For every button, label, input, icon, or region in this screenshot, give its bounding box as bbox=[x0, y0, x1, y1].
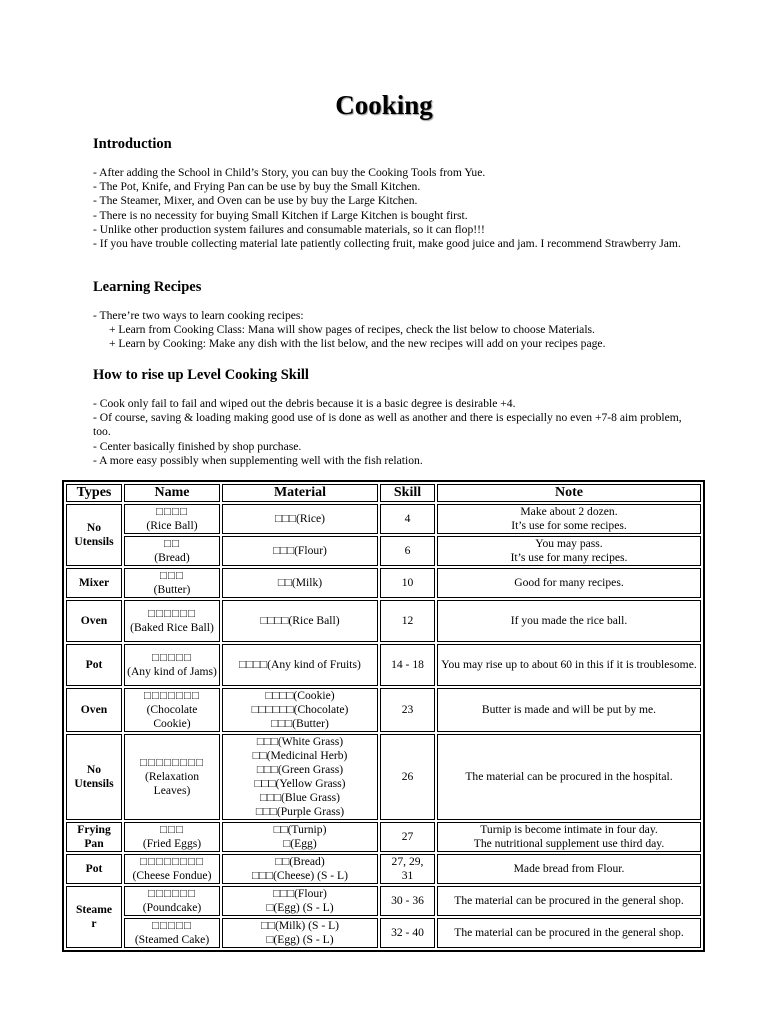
recipes-table bbox=[62, 480, 705, 952]
cell-type: Pot bbox=[66, 854, 122, 884]
cell-note: Good for many recipes. bbox=[437, 568, 701, 598]
cell-skill: 30 - 36 bbox=[380, 886, 435, 916]
cell-note: The material can be procured in the general shop. bbox=[437, 886, 701, 916]
name-english: (Fried Eggs) bbox=[142, 837, 202, 850]
introduction-section bbox=[93, 135, 683, 251]
cell-material bbox=[222, 688, 378, 732]
cell-material bbox=[222, 822, 378, 852]
material-item: □□(Turnip) bbox=[273, 823, 327, 836]
cell-type: Mixer bbox=[66, 568, 122, 598]
levelup-section bbox=[93, 366, 683, 468]
material-item: □(Egg) (S - L) bbox=[266, 901, 334, 914]
introduction-line: - There is no necessity for buying Small Kitchen if Large Kitchen is bought first. bbox=[93, 208, 468, 222]
material-item: □□□□□□(Chocolate) bbox=[251, 703, 349, 716]
material-item: □□□(Yellow Grass) bbox=[254, 777, 346, 790]
levelup-line: - A more easy possibly when supplementing well with the fish relation. bbox=[93, 453, 423, 467]
cell-type: Steame r bbox=[66, 886, 122, 948]
cell-material bbox=[222, 536, 378, 566]
cell-material bbox=[222, 568, 378, 598]
cell-type: Oven bbox=[66, 600, 122, 642]
learning-line: + Learn by Cooking: Make any dish with the list below, and the new recipes will add on your recipes page. bbox=[109, 337, 606, 351]
cell-note: The material can be procured in the general shop. bbox=[437, 918, 701, 948]
material-item: □□□(White Grass) bbox=[256, 735, 344, 748]
cell-skill: 10 bbox=[380, 568, 435, 598]
name-english: (Chocolate Cookie) bbox=[146, 703, 198, 730]
cell-material bbox=[222, 504, 378, 534]
cell-material bbox=[222, 734, 378, 820]
name-original: □□□□ bbox=[155, 505, 188, 518]
cell-note: You may rise up to about 60 in this if it is troublesome. bbox=[437, 644, 701, 686]
name-original: □□□□□ bbox=[151, 919, 192, 932]
material-item: □□□(Rice) bbox=[275, 512, 325, 525]
recipes-table-body bbox=[66, 504, 701, 948]
material-item: □□(Milk) bbox=[277, 576, 323, 589]
material-item: □(Egg) bbox=[283, 837, 317, 850]
table-header-row bbox=[66, 484, 701, 502]
cell-skill: 23 bbox=[380, 688, 435, 732]
name-original: □□□□□□ bbox=[147, 607, 197, 620]
learning-heading: Learning Recipes bbox=[93, 279, 202, 295]
cell-note: Made bread from Flour. bbox=[437, 854, 701, 884]
table-row bbox=[66, 568, 701, 598]
cell-note: Butter is made and will be put by me. bbox=[437, 688, 701, 732]
cell-skill: 6 bbox=[380, 536, 435, 566]
cell-material bbox=[222, 886, 378, 916]
learning-lines bbox=[93, 309, 683, 352]
cell-note: The material can be procured in the hospital. bbox=[437, 734, 701, 820]
cell-skill: 27, 29, 31 bbox=[380, 854, 435, 884]
cell-material bbox=[222, 918, 378, 948]
name-original: □□□ bbox=[159, 823, 184, 836]
cell-type: Frying Pan bbox=[66, 822, 122, 852]
table-row bbox=[66, 734, 701, 820]
cell-name bbox=[124, 536, 220, 566]
cell-type: No Utensils bbox=[66, 504, 122, 566]
cell-note: You may pass. It’s use for many recipes. bbox=[437, 536, 701, 566]
cell-note: If you made the rice ball. bbox=[437, 600, 701, 642]
name-english: (Poundcake) bbox=[142, 901, 202, 914]
cell-skill: 27 bbox=[380, 822, 435, 852]
learning-line: - There’re two ways to learn cooking recipes: bbox=[93, 309, 304, 322]
material-item: □□□(Green Grass) bbox=[256, 763, 344, 776]
header-note: Note bbox=[437, 484, 701, 502]
table-row bbox=[66, 822, 701, 852]
table-row bbox=[66, 504, 701, 534]
cell-skill: 26 bbox=[380, 734, 435, 820]
levelup-line: - Of course, saving & loading making good use of is done as well as another and there is especially no even +7-8 aim problem, too. bbox=[93, 411, 682, 439]
name-english: (Cheese Fondue) bbox=[132, 869, 212, 882]
cell-skill: 32 - 40 bbox=[380, 918, 435, 948]
cell-name bbox=[124, 688, 220, 732]
header-skill: Skill bbox=[380, 484, 435, 502]
introduction-line: - The Pot, Knife, and Frying Pan can be use by buy the Small Kitchen. bbox=[93, 180, 421, 194]
material-item: □□□□(Any kind of Fruits) bbox=[239, 658, 361, 671]
name-original: □□□ bbox=[159, 569, 184, 582]
name-english: (Butter) bbox=[153, 583, 191, 596]
name-english: (Relaxation Leaves) bbox=[144, 770, 200, 797]
name-original: □□□□□□□ bbox=[143, 689, 201, 702]
cell-name bbox=[124, 600, 220, 642]
introduction-heading: Introduction bbox=[93, 136, 172, 152]
header-types: Types bbox=[66, 484, 122, 502]
introduction-line: - Unlike other production system failures and consumable materials, so it can flop!!! bbox=[93, 222, 485, 236]
material-item: □□(Milk) (S - L) bbox=[260, 919, 340, 932]
header-material: Material bbox=[222, 484, 378, 502]
table-row bbox=[66, 536, 701, 566]
cell-name bbox=[124, 568, 220, 598]
cell-skill: 4 bbox=[380, 504, 435, 534]
cell-name bbox=[124, 734, 220, 820]
name-original: □□ bbox=[163, 537, 180, 550]
cell-material bbox=[222, 854, 378, 884]
name-english: (Steamed Cake) bbox=[134, 933, 210, 946]
material-item: □□□(Flour) bbox=[273, 544, 327, 557]
material-item: □(Egg) (S - L) bbox=[266, 933, 334, 946]
cell-material bbox=[222, 644, 378, 686]
cell-material bbox=[222, 600, 378, 642]
cell-name bbox=[124, 886, 220, 916]
learning-section bbox=[93, 278, 683, 352]
material-item: □□□(Cheese) (S - L) bbox=[251, 869, 349, 882]
cell-type: Pot bbox=[66, 644, 122, 686]
name-english: (Baked Rice Ball) bbox=[130, 621, 214, 634]
introduction-line: - The Steamer, Mixer, and Oven can be use by buy the Large Kitchen. bbox=[93, 194, 418, 208]
name-original: □□□□□□□□ bbox=[139, 756, 205, 769]
name-original: □□□□□ bbox=[151, 651, 192, 664]
levelup-lines bbox=[93, 397, 683, 468]
cell-name bbox=[124, 822, 220, 852]
levelup-line: - Center basically finished by shop purchase. bbox=[93, 439, 302, 453]
material-item: □□□(Butter) bbox=[271, 717, 329, 730]
name-english: (Rice Ball) bbox=[146, 519, 198, 532]
cell-name bbox=[124, 644, 220, 686]
table-row bbox=[66, 644, 701, 686]
material-item: □□□(Flour) bbox=[273, 887, 327, 900]
learning-line: + Learn from Cooking Class: Mana will show pages of recipes, check the list below to choose Materials. bbox=[109, 323, 595, 337]
cell-note: Make about 2 dozen. It’s use for some recipes. bbox=[437, 504, 701, 534]
introduction-line: - If you have trouble collecting material late patiently collecting fruit, make good juice and jam. I recommend Strawberry Jam. bbox=[93, 237, 681, 251]
material-item: □□□(Blue Grass) bbox=[260, 791, 340, 804]
levelup-heading: How to rise up Level Cooking Skill bbox=[93, 367, 309, 383]
table-row bbox=[66, 854, 701, 884]
material-item: □□(Bread) bbox=[275, 855, 325, 868]
cell-note: Turnip is become intimate in four day. The nutritional supplement use third day. bbox=[437, 822, 701, 852]
name-original: □□□□□□ bbox=[147, 887, 197, 900]
table-row bbox=[66, 600, 701, 642]
cell-type: Oven bbox=[66, 688, 122, 732]
introduction-lines bbox=[93, 166, 683, 251]
material-item: □□□(Purple Grass) bbox=[255, 805, 345, 818]
levelup-line: - Cook only fail to fail and wiped out the debris because it is a basic degree is desirable +4. bbox=[93, 397, 516, 410]
cell-name bbox=[124, 918, 220, 948]
material-item: □□□□(Rice Ball) bbox=[260, 614, 340, 627]
name-english: (Any kind of Jams) bbox=[127, 665, 217, 678]
name-original: □□□□□□□□ bbox=[139, 855, 205, 868]
cell-name bbox=[124, 854, 220, 884]
material-item: □□(Medicinal Herb) bbox=[252, 749, 348, 762]
table-row bbox=[66, 886, 701, 916]
name-english: (Bread) bbox=[154, 551, 190, 564]
introduction-line: - After adding the School in Child’s Story, you can buy the Cooking Tools from Yue. bbox=[93, 166, 486, 179]
page-title: Cooking bbox=[335, 90, 433, 120]
cell-type: No Utensils bbox=[66, 734, 122, 820]
material-item: □□□□(Cookie) bbox=[265, 689, 335, 702]
cell-skill: 12 bbox=[380, 600, 435, 642]
cell-name bbox=[124, 504, 220, 534]
table-row bbox=[66, 918, 701, 948]
cell-skill: 14 - 18 bbox=[380, 644, 435, 686]
header-name: Name bbox=[124, 484, 220, 502]
table-row bbox=[66, 688, 701, 732]
